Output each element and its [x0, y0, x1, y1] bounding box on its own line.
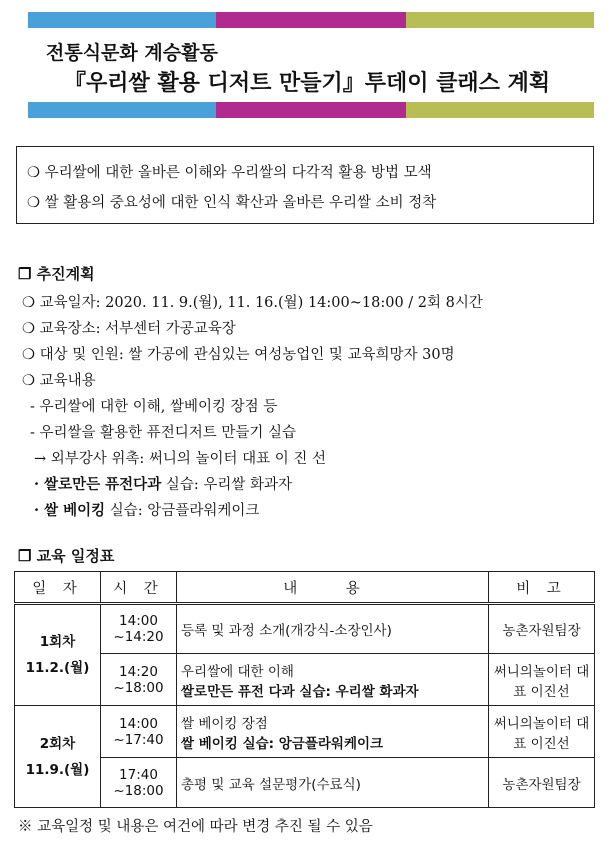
content-text: 쌀 베이킹 장점: [181, 715, 268, 732]
plan-line: ❍ 교육일자: 2020. 11. 9.(월), 11. 16.(월) 14:00~18:00 / 2회 8시간: [22, 295, 483, 311]
header-content: 내 용: [177, 572, 489, 604]
table-row: [15, 706, 595, 758]
day-label: 2회차 11.9.(월): [25, 735, 90, 778]
day-label: 1회차 11.2.(월): [25, 634, 90, 676]
table-row: [15, 654, 595, 706]
bullet-bold: · 쌀로만든 퓨전다과: [34, 476, 162, 493]
content-cell: [177, 758, 489, 808]
plan-line: ❍ 교육장소: 서부센터 가공교육장: [22, 321, 236, 337]
content-cell: [177, 654, 489, 706]
content-text: 총평 및 교육 설문평가(수료식): [181, 776, 361, 793]
content-text: 등록 및 과정 소개(개강식-소장인사): [181, 623, 392, 639]
table-header-row: [15, 572, 595, 604]
bullet-rest: 실습: 앙금플라워케이크: [105, 503, 260, 519]
plan-line: → 외부강사 위촉: 써니의 놀이터 대표 이 진 선: [34, 451, 327, 467]
time-cell: 17:40 ~18:00: [101, 758, 177, 808]
content-bold-text: 쌀 베이킹 실습: 앙금플라워케이크: [181, 735, 384, 752]
bullet-rest: 실습: 우리쌀 화과자: [161, 477, 292, 493]
note-cell: 써니의놀이터 대표 이진선: [489, 654, 595, 706]
bottom-color-band: [28, 102, 594, 118]
plan-bullet: [34, 499, 259, 520]
content-cell: [177, 706, 489, 758]
schedule-heading: ❐ 교육 일정표: [18, 547, 115, 565]
content-text: 우리쌀에 대한 이해: [181, 663, 294, 680]
table-row: [15, 604, 595, 654]
note-cell: 써니의놀이터 대표 이진선: [489, 706, 595, 758]
header-date: 일 자: [15, 572, 101, 604]
content-cell: [177, 604, 489, 654]
time-cell: 14:20 ~18:00: [101, 654, 177, 706]
table-row: [15, 758, 595, 808]
time-cell: 14:00 ~14:20: [101, 604, 177, 654]
footnote: ※ 교육일정 및 내용은 여건에 따라 변경 추진 될 수 있음: [18, 819, 373, 835]
day-cell: [15, 604, 101, 706]
schedule-table: [14, 571, 595, 808]
day-cell: [15, 706, 101, 808]
purpose-box: [16, 146, 594, 224]
plan-line: - 우리쌀에 대한 이해, 쌀베이킹 장점 등: [30, 399, 278, 415]
plan-heading: ❐ 추진계획: [18, 265, 95, 283]
content-bold-text: 쌀로만든 퓨전 다과 실습: 우리쌀 화과자: [181, 683, 419, 700]
note-cell: 농촌자원팀장: [489, 758, 595, 808]
purpose-line: ❍ 우리쌀에 대한 올바른 이해와 우리쌀의 다각적 활용 방법 모색: [27, 165, 432, 181]
title-line-1: 전통식문화 계승활동: [46, 42, 218, 64]
purpose-line: ❍ 쌀 활용의 중요성에 대한 인식 확산과 올바른 우리쌀 소비 정착: [27, 195, 437, 211]
header-time: 시 간: [101, 572, 177, 604]
plan-line: ❍ 교육내용: [22, 373, 96, 389]
time-cell: 14:00 ~17:40: [101, 706, 177, 758]
top-color-band: [28, 12, 594, 28]
bullet-bold: · 쌀 베이킹: [34, 502, 106, 519]
plan-bullet: [34, 473, 292, 494]
note-cell: 농촌자원팀장: [489, 604, 595, 654]
plan-line: ❍ 대상 및 인원: 쌀 가공에 관심있는 여성농업인 및 교육희망자 30명: [22, 347, 455, 363]
title-line-2: 『우리쌀 활용 디저트 만들기』투데이 클래스 계획: [64, 71, 551, 96]
plan-line: - 우리쌀을 활용한 퓨전디저트 만들기 실습: [30, 425, 297, 441]
header-note: 비 고: [489, 572, 595, 604]
